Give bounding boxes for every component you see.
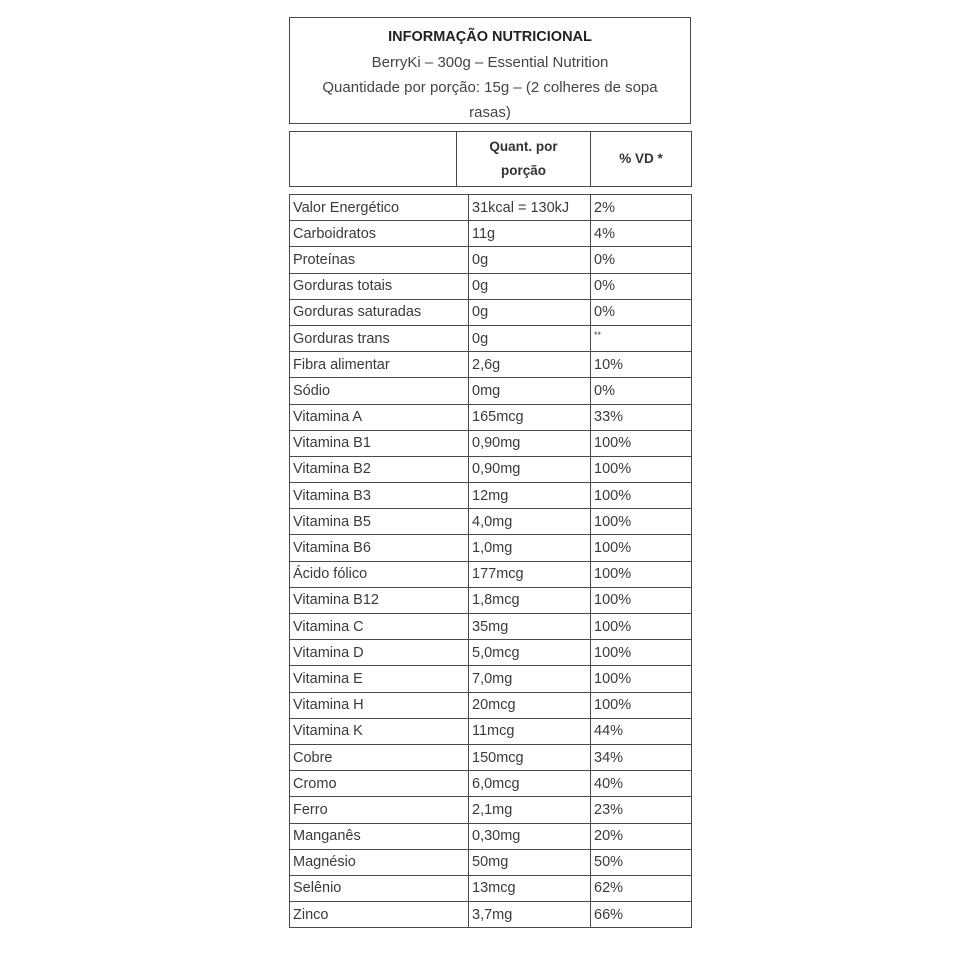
quantity-cell: 1,0mg <box>469 535 591 561</box>
quantity-cell: 11g <box>469 221 591 247</box>
nutrient-name-cell: Vitamina A <box>290 404 469 430</box>
nutrient-name-cell: Vitamina B6 <box>290 535 469 561</box>
quantity-cell: 177mcg <box>469 561 591 587</box>
portion-line-1: Quantidade por porção: 15g – (2 colheres de sopa <box>322 79 658 96</box>
vd-cell: 100% <box>591 535 692 561</box>
table-row <box>290 902 692 928</box>
table-row <box>290 509 692 535</box>
table-row <box>290 247 692 273</box>
table-row <box>290 692 692 718</box>
nutrition-info-header <box>289 17 691 124</box>
table-row <box>290 535 692 561</box>
vd-cell: 100% <box>591 692 692 718</box>
table-row <box>290 404 692 430</box>
nutrient-name-cell: Ferro <box>290 797 469 823</box>
table-row <box>290 273 692 299</box>
table-row <box>290 587 692 613</box>
nutrient-name-cell: Vitamina D <box>290 640 469 666</box>
quantity-cell: 0g <box>469 273 591 299</box>
nutrient-name-cell: Vitamina H <box>290 692 469 718</box>
quantity-cell: 0,90mg <box>469 456 591 482</box>
quantity-cell: 0mg <box>469 378 591 404</box>
table-row <box>290 823 692 849</box>
vd-cell: 34% <box>591 744 692 770</box>
quantity-cell: 0,90mg <box>469 430 591 456</box>
vd-cell: 33% <box>591 404 692 430</box>
vd-cell: ** <box>591 325 692 351</box>
nutrient-name-cell: Vitamina B3 <box>290 483 469 509</box>
quantity-cell: 31kcal = 130kJ <box>469 195 591 221</box>
table-row <box>290 483 692 509</box>
vd-cell: 100% <box>591 640 692 666</box>
nutrient-name-cell: Gorduras trans <box>290 325 469 351</box>
nutrient-name-cell: Zinco <box>290 902 469 928</box>
vd-cell: 44% <box>591 718 692 744</box>
vd-cell: 100% <box>591 614 692 640</box>
nutrient-column-header <box>290 132 457 187</box>
nutrient-name-cell: Ácido fólico <box>290 561 469 587</box>
nutrient-name-cell: Vitamina K <box>290 718 469 744</box>
quantity-cell: 13mcg <box>469 875 591 901</box>
nutrient-name-cell: Vitamina C <box>290 614 469 640</box>
portion-line-2: rasas) <box>469 104 511 121</box>
table-row <box>290 221 692 247</box>
quantity-cell: 0g <box>469 247 591 273</box>
table-row <box>290 456 692 482</box>
quantity-cell: 1,8mcg <box>469 587 591 613</box>
quantity-cell: 165mcg <box>469 404 591 430</box>
vd-cell: 20% <box>591 823 692 849</box>
vd-cell: 62% <box>591 875 692 901</box>
nutrient-name-cell: Manganês <box>290 823 469 849</box>
table-row <box>290 771 692 797</box>
vd-cell: 0% <box>591 299 692 325</box>
table-row <box>290 299 692 325</box>
vd-cell: 100% <box>591 666 692 692</box>
nutrient-name-cell: Sódio <box>290 378 469 404</box>
table-row <box>290 378 692 404</box>
quantity-cell: 35mg <box>469 614 591 640</box>
quantity-cell: 0g <box>469 299 591 325</box>
vd-cell: 4% <box>591 221 692 247</box>
table-row <box>290 614 692 640</box>
table-row <box>290 849 692 875</box>
vd-cell: 0% <box>591 247 692 273</box>
quantity-cell: 0,30mg <box>469 823 591 849</box>
quantity-cell: 4,0mg <box>469 509 591 535</box>
table-row <box>290 352 692 378</box>
table-row <box>290 195 692 221</box>
nutrient-name-cell: Fibra alimentar <box>290 352 469 378</box>
vd-cell: 50% <box>591 849 692 875</box>
vd-cell: 10% <box>591 352 692 378</box>
nutrient-name-cell: Vitamina B5 <box>290 509 469 535</box>
product-name: BerryKi – 300g – Essential Nutrition <box>371 54 609 71</box>
quantity-cell: 50mg <box>469 849 591 875</box>
nutrient-name-cell: Vitamina E <box>290 666 469 692</box>
vd-cell: 23% <box>591 797 692 823</box>
vd-cell: 0% <box>591 273 692 299</box>
table-row <box>290 875 692 901</box>
table-row <box>290 666 692 692</box>
nutrient-name-cell: Magnésio <box>290 849 469 875</box>
quantity-header-line-2: porção <box>500 163 546 178</box>
quantity-cell: 11mcg <box>469 718 591 744</box>
quantity-cell: 2,6g <box>469 352 591 378</box>
vd-cell: 100% <box>591 430 692 456</box>
nutrient-name-cell: Carboidratos <box>290 221 469 247</box>
table-row <box>290 640 692 666</box>
nutrient-name-cell: Selênio <box>290 875 469 901</box>
nutrient-name-cell: Vitamina B2 <box>290 456 469 482</box>
quantity-column-header <box>457 132 591 187</box>
table-row <box>290 718 692 744</box>
nutrition-table <box>289 194 692 928</box>
quantity-cell: 20mcg <box>469 692 591 718</box>
table-row <box>290 561 692 587</box>
vd-cell: 100% <box>591 587 692 613</box>
vd-cell: 100% <box>591 483 692 509</box>
nutrition-table-body <box>290 195 692 928</box>
nutrient-name-cell: Cromo <box>290 771 469 797</box>
nutrient-name-cell: Proteínas <box>290 247 469 273</box>
vd-column-header: % VD * <box>591 132 692 187</box>
vd-cell: 0% <box>591 378 692 404</box>
vd-cell: 2% <box>591 195 692 221</box>
quantity-cell: 12mg <box>469 483 591 509</box>
quantity-cell: 7,0mg <box>469 666 591 692</box>
vd-cell: 100% <box>591 561 692 587</box>
quantity-cell: 2,1mg <box>469 797 591 823</box>
column-header-table <box>289 131 692 187</box>
nutrient-name-cell: Vitamina B1 <box>290 430 469 456</box>
quantity-header-line-1: Quant. por <box>489 139 558 154</box>
table-row <box>290 325 692 351</box>
quantity-cell: 3,7mg <box>469 902 591 928</box>
quantity-cell: 6,0mcg <box>469 771 591 797</box>
nutrient-name-cell: Cobre <box>290 744 469 770</box>
vd-cell: 100% <box>591 509 692 535</box>
nutrient-name-cell: Vitamina B12 <box>290 587 469 613</box>
vd-cell: 100% <box>591 456 692 482</box>
quantity-cell: 0g <box>469 325 591 351</box>
table-row <box>290 744 692 770</box>
nutrient-name-cell: Gorduras saturadas <box>290 299 469 325</box>
quantity-cell: 5,0mcg <box>469 640 591 666</box>
vd-cell: 66% <box>591 902 692 928</box>
nutrient-name-cell: Gorduras totais <box>290 273 469 299</box>
table-row <box>290 430 692 456</box>
nutrient-name-cell: Valor Energético <box>290 195 469 221</box>
table-row <box>290 797 692 823</box>
vd-cell: 40% <box>591 771 692 797</box>
table-title: INFORMAÇÃO NUTRICIONAL <box>388 29 592 45</box>
quantity-cell: 150mcg <box>469 744 591 770</box>
